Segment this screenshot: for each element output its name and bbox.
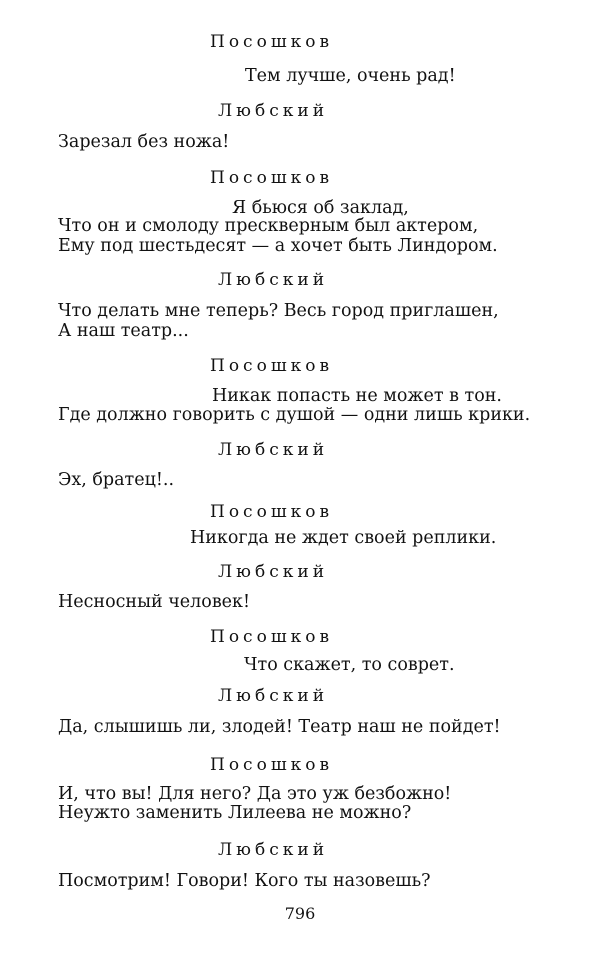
- dialogue-line: Да, слышишь ли, злодей! Театр наш не пойдет!: [58, 717, 501, 737]
- speaker-name: Любский: [218, 440, 329, 460]
- dialogue-line: Несносный человек!: [58, 592, 250, 612]
- speaker-name: Посошков: [210, 755, 334, 775]
- dialogue-line: Зарезал без ножа!: [58, 132, 230, 152]
- dialogue-line: А наш театр...: [58, 321, 189, 341]
- speaker-name: Посошков: [210, 356, 334, 376]
- dialogue-line: Никогда не ждет своей реплики.: [190, 528, 497, 548]
- speaker-name: Любский: [218, 840, 329, 860]
- dialogue-line: Посмотрим! Говори! Кого ты назовешь?: [58, 871, 431, 891]
- dialogue-line: И, что вы! Для него? Да это уж безбожно!: [58, 784, 452, 804]
- dialogue-line: Никак попасть не может в тон.: [212, 386, 502, 406]
- dialogue-line: Где должно говорить с душой — одни лишь крики.: [58, 405, 531, 425]
- dialogue-line: Что делать мне теперь? Весь город приглашен,: [58, 301, 499, 321]
- dialogue-line: Я бьюся об заклад,: [232, 198, 409, 218]
- speaker-name: Любский: [218, 101, 329, 121]
- dialogue-line: Неужто заменить Лилеева не можно?: [58, 803, 412, 823]
- dialogue-line: Эх, братец!..: [58, 470, 175, 490]
- speaker-name: Любский: [218, 270, 329, 290]
- page-number: 796: [284, 904, 316, 923]
- dialogue-line: Тем лучше, очень рад!: [245, 66, 456, 86]
- speaker-name: Посошков: [210, 627, 334, 647]
- dialogue-line: Ему под шестьдесят — а хочет быть Линдором.: [58, 236, 498, 256]
- speaker-name: Посошков: [210, 32, 334, 52]
- speaker-name: Любский: [218, 562, 329, 582]
- speaker-name: Любский: [218, 686, 329, 706]
- speaker-name: Посошков: [210, 168, 334, 188]
- speaker-name: Посошков: [210, 502, 334, 522]
- dialogue-line: Что скажет, то соврет.: [244, 655, 455, 675]
- dialogue-line: Что он и смолоду прескверным был актером,: [58, 216, 479, 236]
